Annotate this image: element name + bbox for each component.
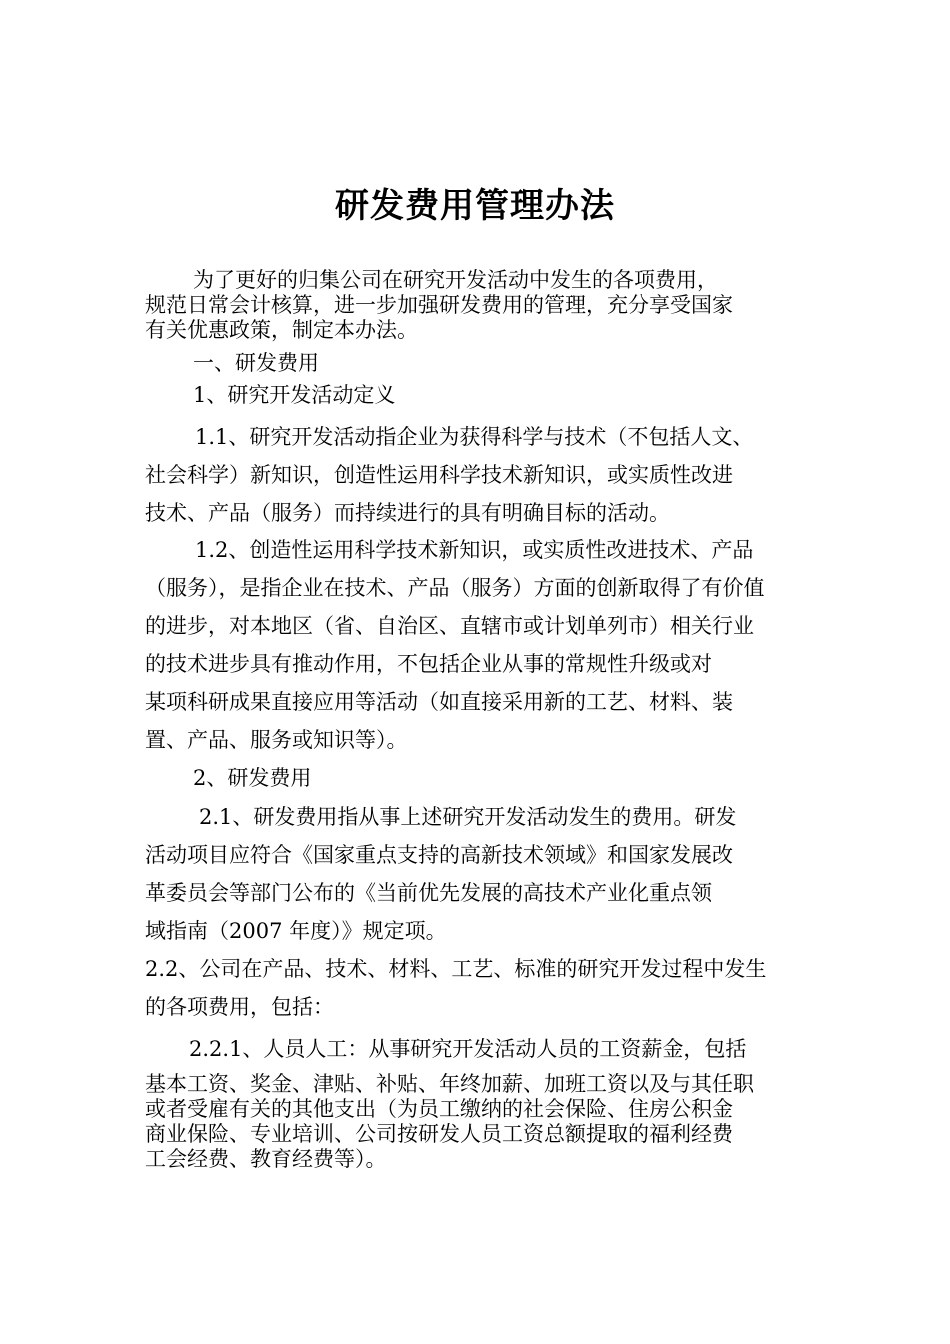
document-title: 研发费用管理办法 — [335, 186, 615, 226]
text-line: 为了更好的归集公司在研究开发活动中发生的各项费用， — [193, 268, 718, 292]
text-line: 的进步，对本地区（省、自治区、直辖市或计划单列市）相关行业 — [145, 614, 754, 638]
text-line: 1.1、研究开发活动指企业为获得科学与技术（不包括人文、 — [195, 425, 754, 449]
text-line: 域指南（2007 年度）》规定项。 — [145, 919, 447, 943]
text-line: 有关优惠政策，制定本办法。 — [145, 318, 418, 342]
subsection-heading-2: 2、研发费用 — [193, 766, 312, 790]
paragraph-2-2 — [145, 950, 810, 1026]
text-line: 工会经费、教育经费等）。 — [145, 1147, 387, 1171]
text-line: 某项科研成果直接应用等活动（如直接采用新的工艺、材料、装 — [145, 690, 733, 714]
text-line: 置、产品、服务或知识等）。 — [145, 728, 408, 752]
subsection-heading-1: 1、研究开发活动定义 — [193, 383, 396, 407]
paragraph-2-2-1 — [145, 1072, 810, 1172]
text-line: 的各项费用，包括： — [145, 995, 334, 1019]
paragraph-1-2 — [145, 531, 810, 759]
text-line: 或者受雇有关的其他支出（为员工缴纳的社会保险、住房公积金 — [145, 1097, 733, 1121]
text-line: 商业保险、专业培训、公司按研发人员工资总额提取的福利经费 — [145, 1122, 733, 1146]
text-line: （服务），是指企业在技术、产品（服务）方面的创新取得了有价值 — [145, 576, 765, 600]
text-line: 基本工资、奖金、津贴、补贴、年终加薪、加班工资以及与其任职 — [145, 1072, 754, 1096]
section-heading-1: 一、研发费用 — [193, 351, 319, 375]
paragraph-2-2-1-first-line: 2.2.1、人员人工：从事研究开发活动人员的工资薪金，包括 — [189, 1037, 747, 1061]
text-line: 2.1、研发费用指从事上述研究开发活动发生的费用。研发 — [199, 805, 737, 829]
text-line: 社会科学）新知识，创造性运用科学技术新知识，或实质性改进 — [145, 463, 733, 487]
text-line: 技术、产品（服务）而持续进行的具有明确目标的活动。 — [145, 501, 670, 525]
text-line: 规范日常会计核算，进一步加强研发费用的管理，充分享受国家 — [145, 293, 733, 317]
paragraph-1-1 — [145, 418, 810, 532]
text-line: 的技术进步具有推动作用，不包括企业从事的常规性升级或对 — [145, 652, 712, 676]
paragraph-2-1 — [145, 798, 810, 950]
text-line: 革委员会等部门公布的《当前优先发展的高技术产业化重点领 — [145, 881, 712, 905]
intro-paragraph — [145, 268, 810, 343]
text-line: 2.2、公司在产品、技术、材料、工艺、标准的研究开发过程中发生 — [145, 957, 767, 981]
text-line: 活动项目应符合《国家重点支持的高新技术领域》和国家发展改 — [145, 843, 733, 867]
text-line: 1.2、创造性运用科学技术新知识，或实质性改进技术、产品 — [195, 538, 754, 562]
